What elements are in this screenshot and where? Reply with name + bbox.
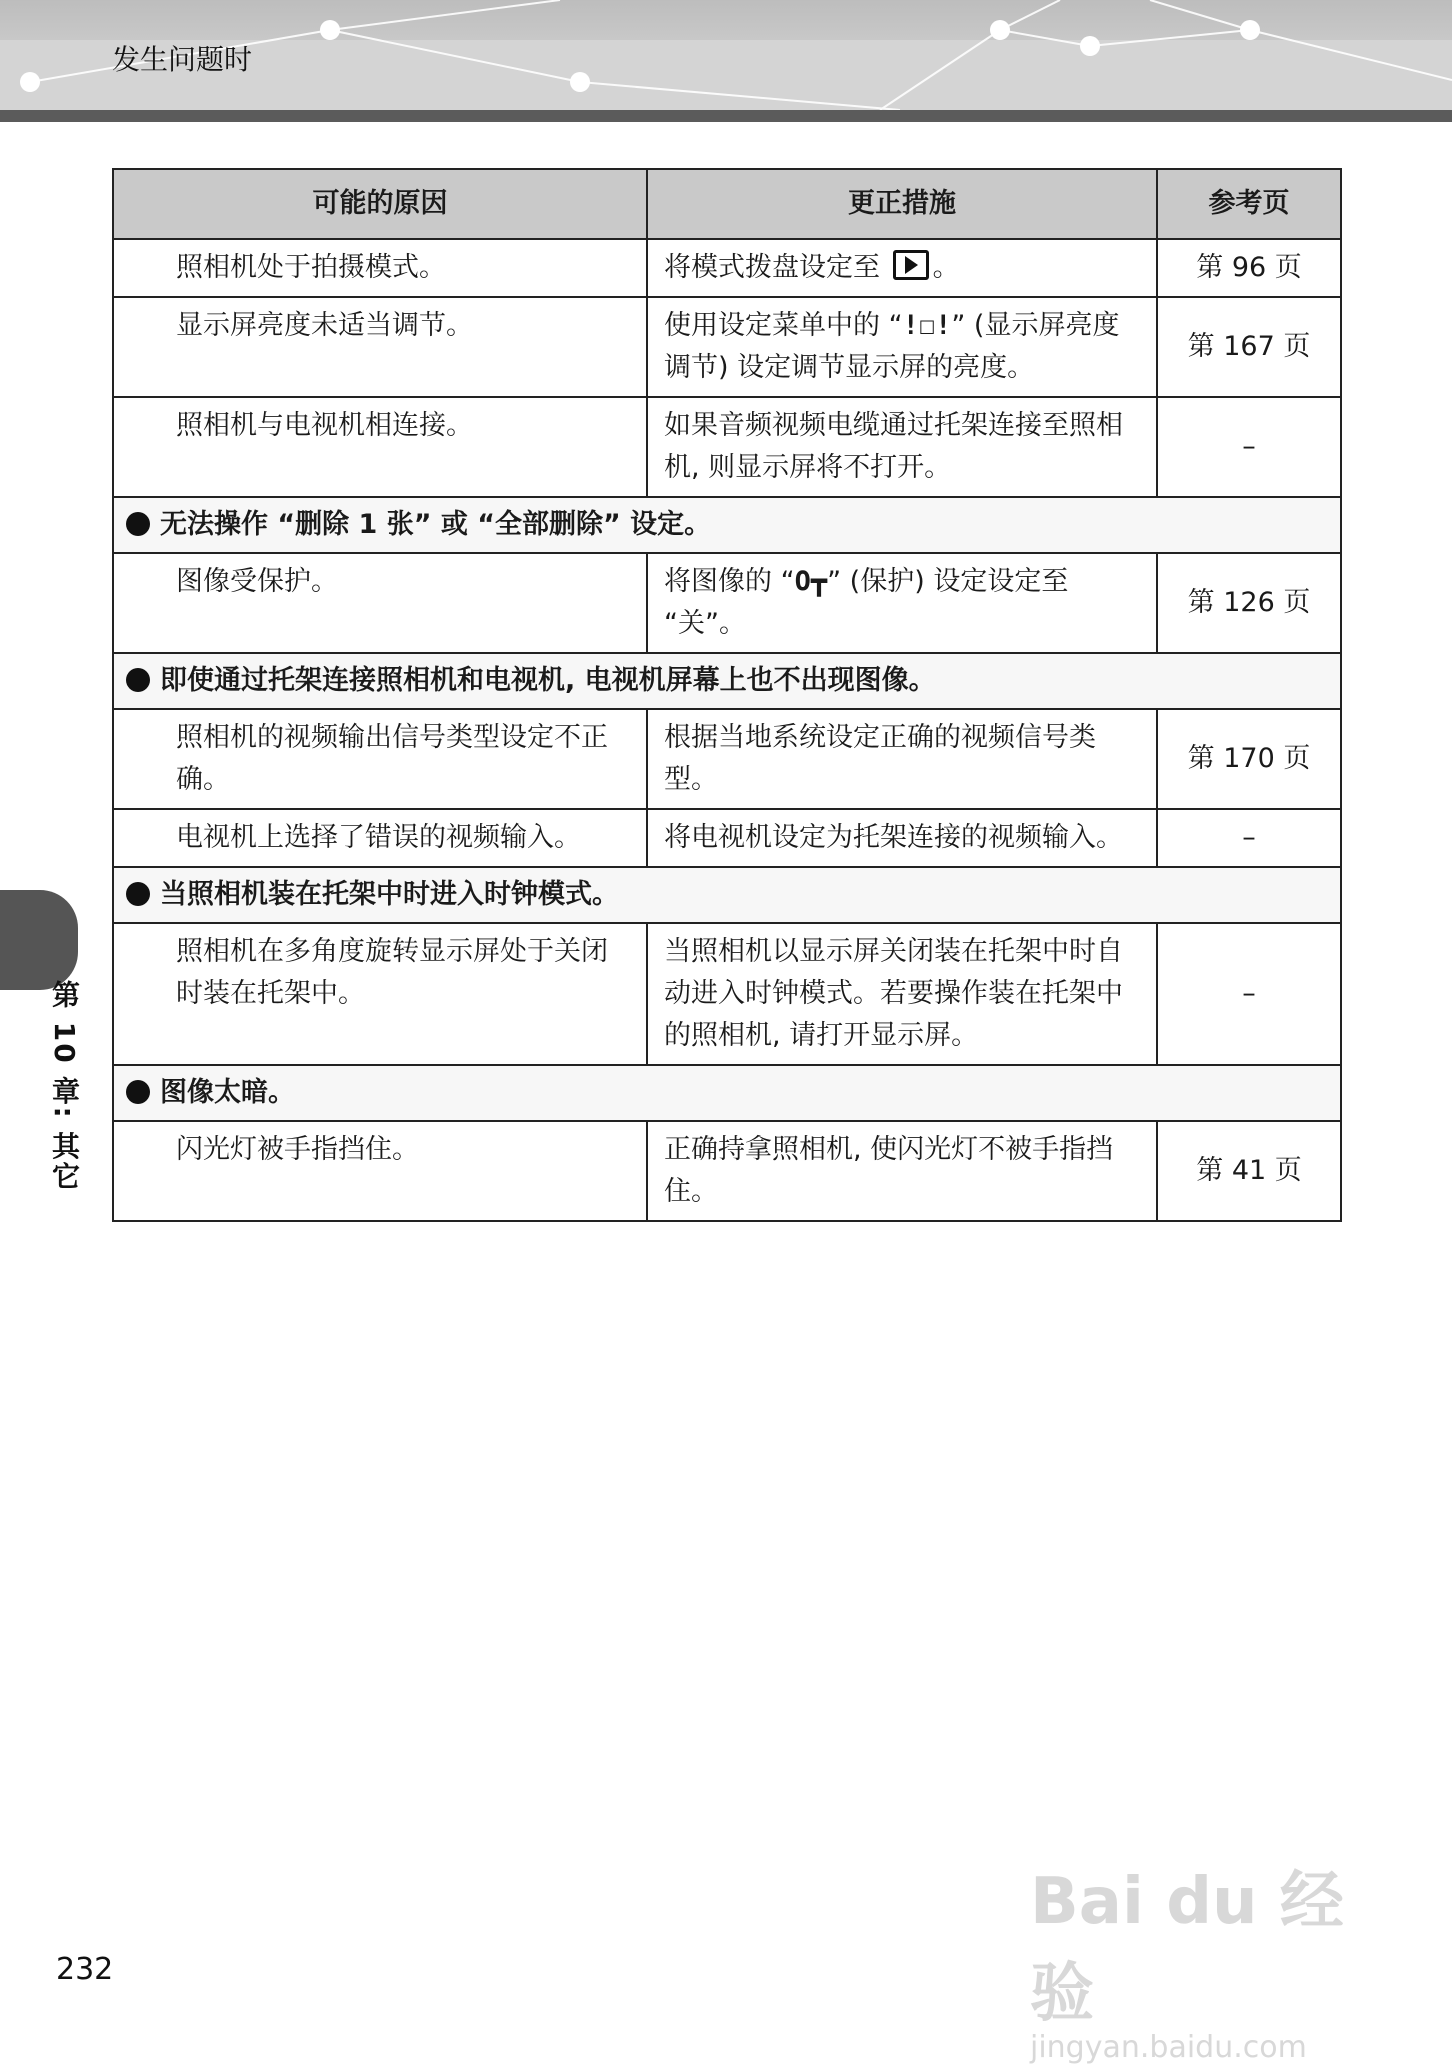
table-row: [113, 809, 1341, 867]
section-heading-row: [113, 497, 1341, 553]
cause-cell: 照相机与电视机相连接。: [113, 397, 647, 497]
fix-cell: 根据当地系统设定正确的视频信号类型。: [647, 709, 1157, 809]
cause-cell: 照相机在多角度旋转显示屏处于关闭时装在托架中。: [113, 923, 647, 1065]
column-header-fix: 更正措施: [647, 169, 1157, 239]
play-icon: [893, 250, 929, 280]
page-number: 232: [56, 1952, 114, 1987]
table-header-row: [113, 169, 1341, 239]
section-heading: [113, 1065, 1341, 1121]
watermark-sub: jingyan.baidu.com: [1030, 2030, 1307, 2065]
chapter-label: 第 10 章: 其它: [48, 980, 81, 1192]
section-heading-row: [113, 867, 1341, 923]
table-row: [113, 709, 1341, 809]
page-ref-cell: –: [1157, 809, 1341, 867]
bullet-icon: [126, 512, 150, 536]
table-row: [113, 1121, 1341, 1221]
page-header-title: 发生问题时: [112, 43, 253, 76]
protect-key-icon: O┳: [794, 566, 828, 597]
section-title: 无法操作 “删除 1 张” 或 “全部删除” 设定。: [160, 509, 712, 540]
fix-cell: 正确持拿照相机, 使闪光灯不被手指挡住。: [647, 1121, 1157, 1221]
page-ref-cell: –: [1157, 397, 1341, 497]
bullet-icon: [126, 882, 150, 906]
fix-cell: 将电视机设定为托架连接的视频输入。: [647, 809, 1157, 867]
table-row: [113, 397, 1341, 497]
section-title: 图像太暗。: [160, 1077, 295, 1108]
cause-cell: 照相机的视频输出信号类型设定不正确。: [113, 709, 647, 809]
section-heading-row: [113, 653, 1341, 709]
page-ref-cell: 第 170 页: [1157, 709, 1341, 809]
fix-cell: 如果音频视频电缆通过托架连接至照相机, 则显示屏将不打开。: [647, 397, 1157, 497]
watermark-main: Bai du 经验: [1030, 1865, 1344, 2031]
bullet-icon: [126, 1080, 150, 1104]
table-row: [113, 297, 1341, 397]
chapter-tab: [0, 890, 78, 990]
fix-cell: 当照相机以显示屏关闭装在托架中时自动进入时钟模式。若要操作装在托架中的照相机, 请打开显示屏。: [647, 923, 1157, 1065]
column-header-page: 参考页: [1157, 169, 1341, 239]
page-ref-cell: 第 41 页: [1157, 1121, 1341, 1221]
page-ref-cell: 第 167 页: [1157, 297, 1341, 397]
section-heading-row: [113, 1065, 1341, 1121]
page-ref-cell: 第 126 页: [1157, 553, 1341, 653]
table-row: [113, 239, 1341, 297]
fix-text: 将模式拨盘设定至: [664, 252, 889, 283]
fix-text: 将图像的 “: [664, 566, 795, 597]
troubleshooting-table: [112, 168, 1342, 1222]
fix-cell: [647, 553, 1157, 653]
fix-cell: [647, 239, 1157, 297]
section-title: 即使通过托架连接照相机和电视机, 电视机屏幕上也不出现图像。: [160, 665, 936, 696]
brightness-icon: !☐!: [902, 310, 952, 341]
fix-text: 使用设定菜单中的 “: [664, 310, 903, 341]
section-heading: [113, 867, 1341, 923]
cause-cell: 显示屏亮度未适当调节。: [113, 297, 647, 397]
fix-text-end: 。: [932, 252, 960, 283]
cause-cell: 图像受保护。: [113, 553, 647, 653]
cause-cell: 闪光灯被手指挡住。: [113, 1121, 647, 1221]
page-header: [0, 0, 1452, 122]
table-row: [113, 923, 1341, 1065]
column-header-cause: 可能的原因: [113, 169, 647, 239]
fix-cell: [647, 297, 1157, 397]
page-ref-cell: –: [1157, 923, 1341, 1065]
section-heading: [113, 497, 1341, 553]
bullet-icon: [126, 668, 150, 692]
fix-text-end: ” (保护) 设定设定至 “关”。: [664, 566, 1069, 639]
fix-text-end: ” (显示屏亮度调节) 设定调节显示屏的亮度。: [664, 310, 1120, 383]
cause-cell: 电视机上选择了错误的视频输入。: [113, 809, 647, 867]
section-title: 当照相机装在托架中时进入时钟模式。: [160, 879, 619, 910]
table-row: [113, 553, 1341, 653]
cause-cell: 照相机处于拍摄模式。: [113, 239, 647, 297]
watermark: [1030, 1850, 1370, 2065]
section-heading: [113, 653, 1341, 709]
page-ref-cell: 第 96 页: [1157, 239, 1341, 297]
